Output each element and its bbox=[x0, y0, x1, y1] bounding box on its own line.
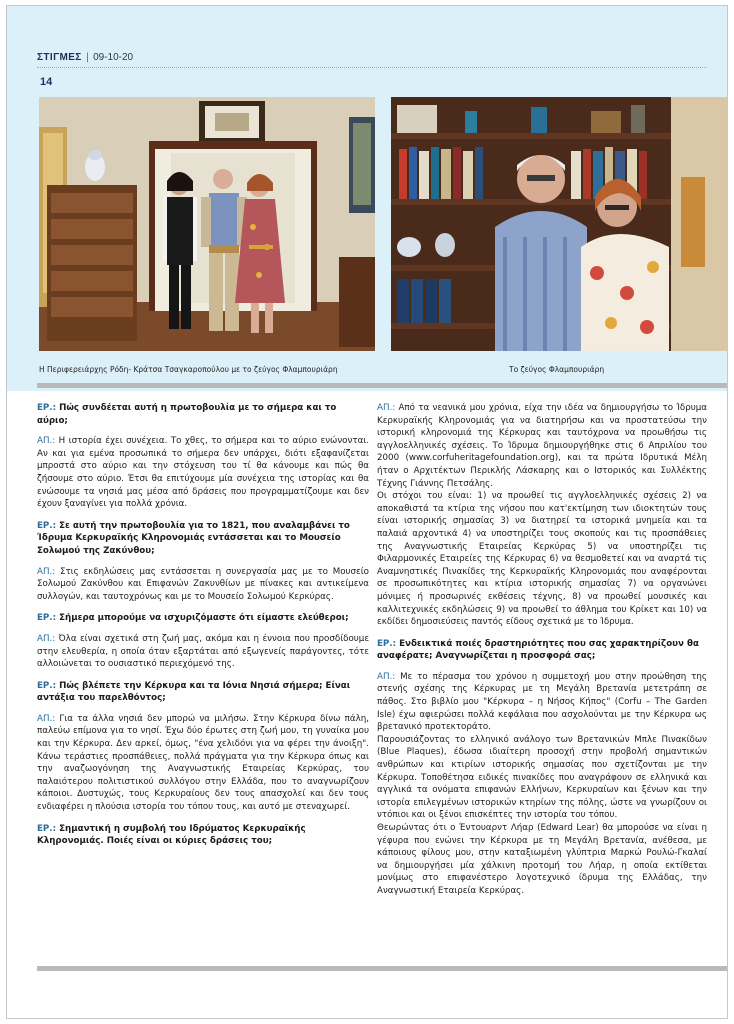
article-column-left bbox=[37, 402, 369, 856]
answer bbox=[37, 435, 369, 511]
question-label: ΕΡ.: bbox=[37, 680, 57, 691]
question-text: Πώς συνδέεται αυτή η πρωτοβουλία με το σήμερα και το αύριο; bbox=[37, 403, 337, 426]
answer-label: ΑΠ.: bbox=[37, 566, 56, 577]
answer-label: ΑΠ.: bbox=[377, 671, 396, 682]
answer-text: Από τα νεανικά μου χρόνια, είχα την ιδέα να δημιουργήσω το Ίδρυμα Κερκυραϊκής Κληρονομιάς για να διατηρήσω και να προστατεύσω την ιστορική κληρονομιά της Κέρκυρας και ταυτόχρονα να προωθήσω τις αγγλοελληνικές σχέσεις. Το Ίδρυμα δημιουργήθηκε στις 6 Απριλίου του 2000 (www.corfuheritagefoundation.org), και τα πρώτα Ιδρυτικά Μέλη ήταν ο Αρχιτέκτων Περικλής Λάσκαρης και ο Ιστορικός και Συλλέκτης Τέχνης Γιάννης Πετσάλης. Οι στόχοι του είναι: 1) να προωθεί τις αγγλοελληνικές σχέσεις 2) να αποκαθιστά τα κτίρια της νήσου που κατ'εκτίμηση των ιδιοκτητών τους είναι ιστορικής σημασίας 3) να διατηρεί τα ιστορικά μνημεία και τα παλαιά αρχοντικά 4) να υποστηρίζει τους σκοπούς και τις προσπάθειες της Αναγνωστικής Εταιρείας Κερκύρας 5) να υποστηρίζει τις Φιλαρμονικές Εταιρείες της Κέρκυρας 6) να θεσμοθετεί και να αναρτά τις Αναμνηστικές Πινακίδες της Κερκυραϊκής Κληρονομιάς που αναφέρονται σε προσωπικότητες και κτίρια ιστορικής σημασίας 7) να οργανώνει μόνιμες ή προσωρινές εκθέσεις τέχνης, 8) να προωθεί μουσικές και καλλιτεχνικές εκδηλώσεις 9) να προωθεί το άθλημα του Κρίκετ και 10) να εκδίδει δημοσιεύσεις παντός είδους σχετικά με το Ίδρυμα. bbox=[377, 403, 707, 628]
question bbox=[37, 680, 369, 705]
question bbox=[37, 520, 369, 558]
separator-band-bottom bbox=[37, 966, 728, 971]
answer-label: ΑΠ.: bbox=[37, 713, 56, 724]
question bbox=[37, 823, 369, 848]
answer-text: Όλα είναι σχετικά στη ζωή μας, ακόμα και η έννοια που προσδίδουμε στην ελευθερία, η οποία όταν εξαρτάται από εξωγενείς παράγοντες, τότε αλλοιώνεται το ουσιαστικό περιεχόμενό της. bbox=[37, 633, 370, 670]
page bbox=[6, 5, 728, 1019]
photo-illustration bbox=[39, 97, 375, 351]
photo-illustration bbox=[391, 97, 728, 351]
question-label: ΕΡ.: bbox=[377, 638, 397, 649]
answer-text: Με το πέρασμα του χρόνου η συμμετοχή μου στην προώθηση της στενής σχέσης της Κέρκυρας με τη Μεγάλη Βρετανία μετετράπη σε πάθος. Στο βιβλίο μου "Κέρκυρα – η Νήσος Κήπος" (Corfu – The Garden Isle) έχω αφιερώσει πολλά κεφάλαια που ασχολούνται με την Κέρκυρα ως βρετανικό προτεκτοράτο. Παρουσιάζοντας το ελληνικό ανάλογο των Βρετανικών Μπλε Πινακίδων (Blue Plaques), έδωσα ιδιαίτερη προσοχή στην προβολή σημαντικών ανθρώπων και κτιρίων ιστορικής σημασίας που σχετίζονται με την Κέρκυρα. Τοποθέτησα ειδικές πινακίδες που αναγράφουν σε ελληνικά και αγγλικά τα ονόματα επιφανών Ελλήνων, Κερκυραίων και ξένων και την ιστορία επιλεγμένων ιστορικών κτηρίων της πόλης, ώστε να γνωρίζουν οι ντόπιοι και οι ξένοι επισκέπτες την ιστορία του τόπου. Θεωρώντας ότι ο Έντουαρντ Λήαρ (Edward Lear) θα μπορούσε να είναι η γέφυρα που ενώνει την Κέρκυρα με τη Μεγάλη Βρετανία, ανέθεσα, με κάποιους φίλους μου, στην καταξιωμένη γλύπτρια Μαρκώ Ρουλώ-Γκαλαί να δημιουργήσει μία χάλκινη προτομή του Λήαρ, η οποία εκτίθεται μονίμως στο επιφανέστερο λογοτεχνικό ίδρυμα της Ελλάδας, την Αναγνωστική Εταιρεία Κερκύρας. bbox=[377, 671, 707, 896]
question bbox=[37, 612, 369, 625]
page-number: 14 bbox=[40, 76, 53, 88]
question-text: Ενδεικτικά ποιές δραστηριότητες που σας χαρακτηρίζουν θα αναφέρατε; Αναγνωρίζεται η προσφορά σας; bbox=[377, 638, 699, 662]
answer-label: ΑΠ.: bbox=[37, 436, 56, 447]
question bbox=[37, 402, 369, 427]
header-separator: | bbox=[85, 51, 90, 63]
issue-date: 09-10-20 bbox=[93, 51, 134, 63]
answer bbox=[37, 633, 369, 671]
question-label: ΕΡ.: bbox=[37, 823, 57, 834]
answer-label: ΑΠ.: bbox=[377, 403, 396, 413]
separator-band-top bbox=[37, 383, 728, 388]
publication-name: ΣΤΙΓΜΕΣ bbox=[37, 51, 82, 63]
answer-text: Η ιστορία έχει συνέχεια. Το χθες, το σήμερα και το αύριο ενώνονται. Αν και για εμένα προσωπικά το σήμερα δεν υπάρχει, διότι εξαφανίζεται μπροστά στο αύριο και την στόχευση του τί θα κάνουμε και πώς θα ζήσουμε στο αύριο. Έτσι θα επιτύχουμε μία συνέχεια της ιστορίας και θα ενώσουμε τα νησιά μας μέσα από δράσεις που προγραμματίζουμε και δεν έχουν ξαναγίνει για πολλά χρόνια. bbox=[37, 436, 370, 510]
question-label: ΕΡ.: bbox=[37, 613, 57, 624]
answer bbox=[377, 402, 707, 629]
right-photo-caption: Το ζεύγος Φλαμπουριάρη bbox=[509, 365, 605, 374]
answer bbox=[37, 566, 369, 604]
photo-regional-governor-with-couple bbox=[39, 97, 375, 351]
question-text: Σε αυτή την πρωτοβουλία για το 1821, που αναλαμβάνει το Ίδρυμα Κερκυραϊκής Κληρονομιάς εντάσσεται και το Μουσείο Σολωμού της Ζακύνθου; bbox=[37, 520, 350, 556]
answer-text: Για τα άλλα νησιά δεν μπορώ να μιλήσω. Στην Κέρκυρα δίνω πάλη, παλεύω επίμονα για το νησί. Έχω δύο έρωτες στη ζωή μου, τη γυναίκα μου και την Κέρκυρα. Δεν αρκεί, όμως, "ένα χελιδόνι για να φέρει την άνοιξη". Κάνω τεράστιες προσπάθειες, πολλά πράγματα για την Κέρκυρα όπως και την αναζωογόνηση της Αναγνωστικής Εταιρείας Κερκύρας, του παλαιότερου πολιτιστικού συλλόγου στην Ελλάδα, που το αναγνωρίζουν κάποιοι. Δυστυχώς, τους Κερκυραίους δεν τους απασχολεί και δεν τους ενδιαφέρει η πλούσια ιστορία του τόπου τους, και αυτό με στεναχωρεί. bbox=[37, 713, 369, 813]
question-text: Σήμερα μπορούμε να ισχυριζόμαστε ότι είμαστε ελεύθεροι; bbox=[59, 613, 349, 624]
article-column-right bbox=[377, 402, 707, 907]
answer-label: ΑΠ.: bbox=[37, 633, 56, 644]
question bbox=[377, 638, 707, 663]
left-photo-caption: Η Περιφερειάρχης Ρόδη- Κράτσα Τσαγκαροπούλου με το ζεύγος Φλαμπουριάρη bbox=[39, 365, 338, 374]
question-label: ΕΡ.: bbox=[37, 403, 57, 413]
photo-couple-flampouriari bbox=[391, 97, 728, 351]
header-rule bbox=[37, 67, 707, 68]
question-label: ΕΡ.: bbox=[37, 520, 57, 531]
answer-text: Στις εκδηλώσεις μας εντάσσεται η συνεργασία μας με το Μουσείο Σολωμού Ζακύνθου και Επιφανών Ζακυνθίων με πίνακες και αντικείμενα συλλογών, και ταυτοχρόνως και με το Μουσείο Σολωμού Κερκύρας. bbox=[37, 566, 369, 602]
answer bbox=[377, 671, 707, 898]
answer bbox=[37, 713, 369, 814]
question-text: Σημαντική η συμβολή του Ιδρύματος Κερκυραϊκής Κληρονομιάς. Ποιές είναι οι κύριες δράσεις του; bbox=[37, 823, 306, 847]
question-text: Πώς βλέπετε την Κέρκυρα και τα Ιόνια Νησιά σήμερα; Είναι αντάξια του παρελθόντος; bbox=[37, 680, 351, 704]
running-header bbox=[37, 50, 707, 64]
